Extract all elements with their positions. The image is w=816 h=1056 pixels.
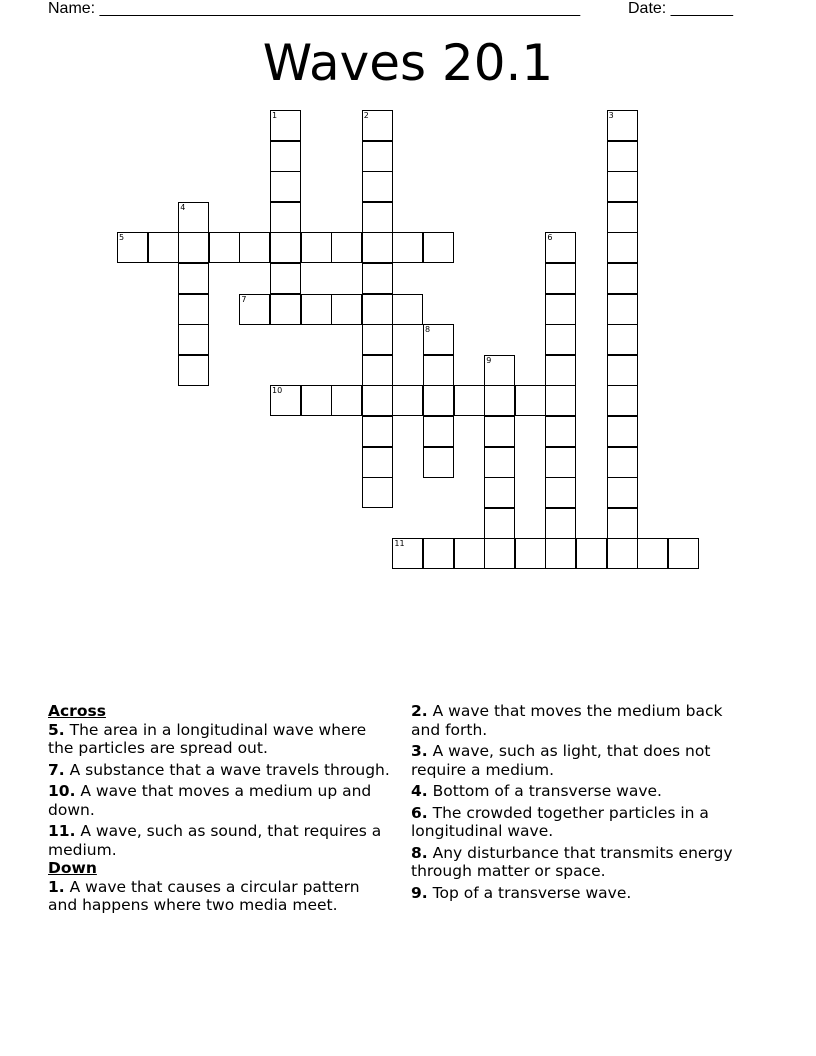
grid-cell[interactable]	[607, 477, 638, 508]
grid-cell[interactable]	[178, 355, 209, 386]
grid-cell[interactable]	[607, 202, 638, 233]
grid-cell[interactable]	[301, 294, 332, 325]
clue-down-2	[411, 702, 756, 739]
grid-cell[interactable]	[362, 355, 393, 386]
grid-cell[interactable]	[545, 232, 576, 263]
grid-cell[interactable]	[209, 232, 240, 263]
clue-number: 10.	[48, 782, 76, 800]
clue-number: 6.	[411, 803, 428, 822]
grid-cell[interactable]	[607, 324, 638, 355]
clue-text: A substance that a wave travels through.	[69, 760, 390, 779]
grid-cell[interactable]	[607, 538, 638, 569]
grid-cell[interactable]	[362, 447, 393, 478]
grid-cell[interactable]	[117, 232, 148, 263]
clue-number-label: 8	[425, 325, 431, 335]
grid-cell[interactable]	[668, 538, 699, 569]
grid-cell[interactable]	[545, 447, 576, 478]
grid-cell[interactable]	[392, 294, 423, 325]
clue-number-label: 10	[272, 386, 283, 396]
page-title: Waves 20.1	[262, 34, 554, 92]
grid-cell[interactable]	[362, 263, 393, 294]
grid-cell[interactable]	[362, 324, 393, 355]
grid-cell[interactable]	[607, 508, 638, 539]
grid-cell[interactable]	[607, 263, 638, 294]
date-line: Date: _______	[628, 0, 733, 17]
clue-number: 5.	[48, 720, 65, 739]
clue-across-11	[48, 822, 393, 859]
clue-down-1	[48, 878, 393, 915]
grid-cell[interactable]	[545, 477, 576, 508]
grid-cell[interactable]	[484, 447, 515, 478]
grid-cell[interactable]	[484, 355, 515, 386]
grid-cell[interactable]	[270, 202, 301, 233]
grid-cell[interactable]	[239, 294, 270, 325]
grid-cell[interactable]	[270, 263, 301, 294]
grid-cell[interactable]	[301, 232, 332, 263]
grid-cell[interactable]	[545, 385, 576, 416]
grid-cell[interactable]	[362, 416, 393, 447]
clue-number-label: 3	[608, 111, 614, 120]
grid-cell[interactable]	[178, 263, 209, 294]
grid-cell[interactable]	[362, 202, 393, 233]
clue-number: 1.	[48, 877, 65, 896]
clue-number-label: 2	[363, 111, 369, 120]
grid-cell[interactable]	[392, 232, 423, 263]
clue-text: The crowded together particles in a longitudinal wave.	[411, 803, 709, 840]
grid-cell[interactable]	[392, 385, 423, 416]
clue-text: A wave, such as sound, that requires a medium.	[48, 822, 382, 859]
grid-cell[interactable]	[484, 538, 515, 569]
grid-cell[interactable]	[607, 171, 638, 202]
grid-cell[interactable]	[607, 110, 638, 141]
clue-down-3	[411, 742, 756, 779]
grid-cell[interactable]	[178, 232, 209, 263]
grid-cell[interactable]	[423, 447, 454, 478]
grid-cell[interactable]	[423, 385, 454, 416]
clue-number: 8.	[411, 843, 428, 862]
grid-cell[interactable]	[331, 232, 362, 263]
grid-cell[interactable]	[545, 294, 576, 325]
grid-cell[interactable]	[607, 355, 638, 386]
clues-column-left	[48, 702, 393, 918]
clue-number-label: 9	[486, 355, 492, 365]
clue-number-label: 11	[394, 539, 405, 549]
clue-number: 2.	[411, 702, 428, 720]
clue-number: 4.	[411, 782, 428, 800]
clue-text: The area in a longitudinal wave where the particles are spread out.	[48, 720, 367, 757]
clue-number: 7.	[48, 760, 65, 779]
clue-down-4	[411, 782, 756, 801]
grid-cell[interactable]	[270, 385, 301, 416]
grid-cell[interactable]	[331, 294, 362, 325]
grid-cell[interactable]	[484, 477, 515, 508]
name-line: Name: ______________________________________________________	[48, 0, 581, 17]
grid-cell[interactable]	[607, 447, 638, 478]
grid-cell[interactable]	[423, 355, 454, 386]
grid-cell[interactable]	[301, 385, 332, 416]
grid-cell[interactable]	[178, 324, 209, 355]
grid-cell[interactable]	[392, 538, 423, 569]
grid-cell[interactable]	[362, 171, 393, 202]
grid-cell[interactable]	[178, 202, 209, 233]
grid-cell[interactable]	[545, 355, 576, 386]
grid-cell[interactable]	[484, 508, 515, 539]
grid-cell[interactable]	[362, 232, 393, 263]
grid-cell[interactable]	[362, 294, 393, 325]
clue-down-6	[411, 804, 756, 841]
grid-cell[interactable]	[331, 385, 362, 416]
grid-cell[interactable]	[607, 416, 638, 447]
grid-cell[interactable]	[454, 538, 485, 569]
clue-across-7	[48, 761, 393, 780]
clues-column-right	[411, 702, 756, 905]
grid-cell[interactable]	[637, 538, 668, 569]
grid-cell[interactable]	[239, 232, 270, 263]
clue-number: 11.	[48, 822, 76, 840]
clue-number-label: 5	[119, 233, 125, 243]
clue-text: A wave, such as light, that does not require a medium.	[411, 742, 711, 779]
clue-text: A wave that causes a circular pattern and happens where two media meet.	[48, 877, 360, 914]
clue-down-8	[411, 844, 756, 881]
grid-cell[interactable]	[423, 232, 454, 263]
down-heading: Down	[48, 859, 97, 877]
clue-number: 3.	[411, 742, 428, 760]
clue-down-9	[411, 884, 756, 903]
grid-cell[interactable]	[362, 141, 393, 172]
grid-cell[interactable]	[270, 171, 301, 202]
grid-cell[interactable]	[362, 385, 393, 416]
across-heading: Across	[48, 702, 106, 720]
grid-cell[interactable]	[607, 385, 638, 416]
grid-cell[interactable]	[515, 538, 546, 569]
clue-text: A wave that moves the medium back and forth.	[411, 702, 723, 739]
grid-cell[interactable]	[515, 385, 546, 416]
grid-cell[interactable]	[423, 538, 454, 569]
grid-cell[interactable]	[270, 232, 301, 263]
grid-cell[interactable]	[545, 324, 576, 355]
grid-cell[interactable]	[607, 141, 638, 172]
grid-cell[interactable]	[484, 385, 515, 416]
grid-cell[interactable]	[362, 110, 393, 141]
clue-number-label: 4	[180, 202, 186, 212]
clue-text: Bottom of a transverse wave.	[432, 782, 662, 800]
clue-number-label: 6	[547, 233, 553, 243]
grid-cell[interactable]	[545, 416, 576, 447]
grid-cell[interactable]	[178, 294, 209, 325]
grid-cell[interactable]	[484, 416, 515, 447]
grid-cell[interactable]	[270, 294, 301, 325]
clue-text: Any disturbance that transmits energy through matter or space.	[411, 843, 733, 880]
grid-cell[interactable]	[576, 538, 607, 569]
clue-across-5	[48, 721, 393, 758]
grid-cell[interactable]	[454, 385, 485, 416]
grid-cell[interactable]	[270, 110, 301, 141]
clue-number-label: 7	[241, 294, 247, 304]
grid-cell[interactable]	[607, 232, 638, 263]
clue-text: Top of a transverse wave.	[432, 883, 632, 902]
clue-text: A wave that moves a medium up and down.	[48, 782, 372, 819]
clue-across-10	[48, 782, 393, 819]
grid-cell[interactable]	[270, 141, 301, 172]
grid-cell[interactable]	[545, 263, 576, 294]
grid-cell[interactable]	[545, 508, 576, 539]
grid-cell[interactable]	[148, 232, 179, 263]
clue-number-label: 1	[272, 111, 278, 120]
grid-cell[interactable]	[362, 477, 393, 508]
clue-number: 9.	[411, 883, 428, 902]
grid-cell[interactable]	[423, 324, 454, 355]
grid-cell[interactable]	[545, 538, 576, 569]
grid-cell[interactable]	[423, 416, 454, 447]
grid-cell[interactable]	[607, 294, 638, 325]
